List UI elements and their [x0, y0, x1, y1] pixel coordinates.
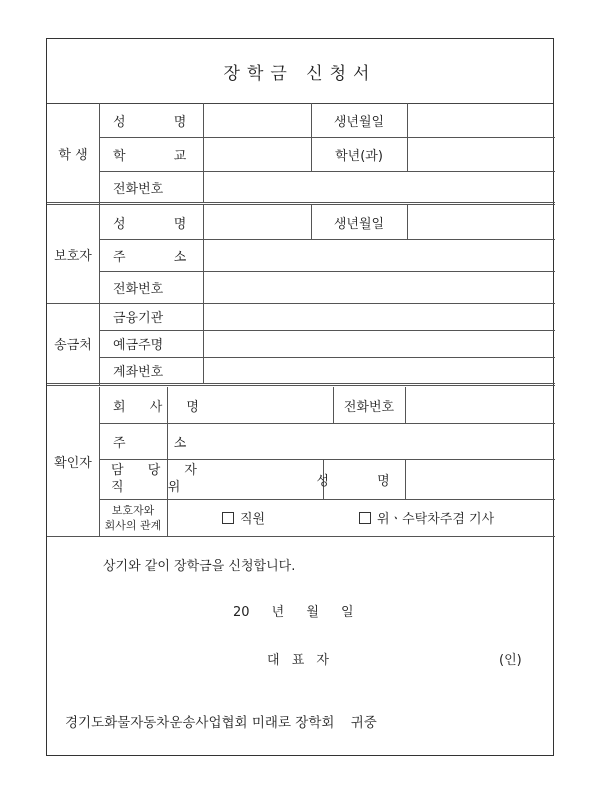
application-form: [46, 38, 554, 756]
guardian-section-label: 보호자: [54, 248, 92, 264]
student-grade-input[interactable]: [408, 137, 554, 171]
student-birth-label: 생년월일: [333, 114, 385, 130]
representative-label: 대 표 자: [267, 653, 333, 668]
remit-bank-input[interactable]: [204, 303, 554, 330]
student-school-input[interactable]: [204, 137, 311, 171]
seal-mark: (인): [499, 653, 522, 668]
student-section-label: 학 생: [58, 147, 88, 163]
verifier-phone-label: 전화번호: [343, 399, 395, 415]
verifier-section-label: 확인자: [54, 456, 92, 471]
student-phone-input[interactable]: [204, 171, 554, 203]
student-grade-label: 학년(과): [335, 148, 383, 164]
form-title: 장학금 신청서: [47, 39, 553, 104]
verifier-phone-input[interactable]: [406, 387, 554, 423]
remit-account-input[interactable]: [204, 357, 554, 384]
guardian-phone-input[interactable]: [204, 271, 554, 303]
guardian-name-label: 성 명: [113, 216, 209, 232]
verifier-manager-label: 담 당 자 직 위: [111, 463, 207, 495]
guardian-birth-label: 생년월일: [333, 216, 385, 232]
remit-account-label: 계좌번호: [113, 365, 164, 380]
guardian-name-input[interactable]: [204, 205, 311, 239]
verifier-company-input[interactable]: [168, 387, 333, 423]
verifier-name-input[interactable]: [406, 459, 554, 499]
guardian-address-label: 주 소: [113, 249, 209, 265]
relation-option-driver[interactable]: 위ㆍ수탁차주겸 기사: [359, 499, 549, 536]
verifier-relation-label: 보호자와 회사의 관계: [104, 503, 162, 532]
verifier-address-label: 주 소: [113, 435, 209, 451]
student-name-label: 성 명: [113, 114, 209, 130]
verifier-name-label: 성 명: [316, 473, 412, 489]
student-school-label: 학 교: [113, 148, 209, 164]
student-name-input[interactable]: [204, 103, 311, 137]
verifier-manager-input[interactable]: [168, 459, 323, 499]
employee-checkbox[interactable]: [222, 512, 234, 524]
guardian-phone-label: 전화번호: [113, 281, 164, 297]
remit-section-label: 송금처: [54, 338, 92, 353]
recipient-line: 경기도화물자동차운송사업협회 미래로 장학회 귀중: [65, 715, 377, 731]
student-phone-label: 전화번호: [113, 181, 164, 197]
student-birth-input[interactable]: [408, 103, 554, 137]
statement-text: 상기와 같이 장학금을 신청합니다.: [103, 559, 296, 574]
remit-holder-input[interactable]: [204, 330, 554, 357]
verifier-company-label: 회 사 명: [113, 399, 209, 415]
driver-checkbox[interactable]: [359, 512, 371, 524]
date-line: 20 년 월 일: [233, 605, 354, 620]
remit-bank-label: 금융기관: [113, 311, 164, 326]
remit-holder-label: 예금주명: [113, 338, 164, 353]
guardian-address-input[interactable]: [204, 239, 554, 271]
guardian-birth-input[interactable]: [408, 205, 554, 239]
verifier-address-input[interactable]: [168, 423, 554, 459]
relation-option-employee[interactable]: 직원: [222, 499, 342, 536]
